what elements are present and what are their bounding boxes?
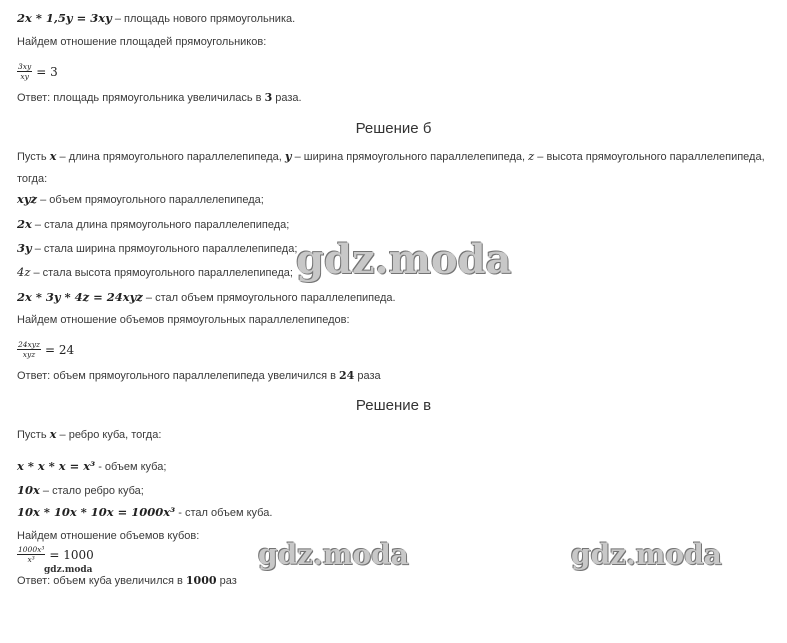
fraction-volume bbox=[17, 340, 74, 359]
answer-number: 1000 bbox=[185, 574, 217, 587]
answer-number: 3 bbox=[264, 91, 273, 104]
line-text: – стала высота прямоугольного параллелепипеда; bbox=[30, 267, 293, 279]
line-text: тогда: bbox=[17, 173, 48, 185]
fraction bbox=[17, 340, 41, 359]
new-edge-line bbox=[17, 483, 144, 498]
length-line bbox=[17, 217, 289, 232]
height-line bbox=[17, 265, 293, 280]
math-expression: 10x bbox=[17, 483, 40, 497]
math-expression: 10x * 10x * 10x = 1000x³ bbox=[17, 505, 176, 519]
fraction-denominator: xyz bbox=[22, 350, 36, 359]
fraction-cube bbox=[17, 545, 94, 564]
watermark-bottom-left: gdz.moda bbox=[258, 538, 409, 571]
math-expression: 2x * 1,5y = 3xy bbox=[17, 11, 112, 25]
section-heading-b: Решение б bbox=[355, 120, 432, 137]
line-text: Пусть bbox=[17, 151, 50, 163]
fraction-result: = 1000 bbox=[49, 547, 94, 562]
line-text: Пусть bbox=[17, 429, 50, 441]
line-text: – стала ширина прямоугольного параллелепипеда; bbox=[31, 243, 298, 255]
watermark-small: gdz.moda bbox=[44, 565, 93, 575]
ratio-intro-line bbox=[17, 35, 266, 49]
fraction bbox=[17, 62, 32, 81]
fraction-numerator: 3xy bbox=[18, 62, 32, 71]
watermark-large: gdz.moda bbox=[296, 236, 512, 283]
line-text: – стал объем прямоугольного параллелепипеда. bbox=[142, 292, 396, 304]
watermark-bottom-right: gdz.moda bbox=[571, 538, 722, 571]
math-expression: x * x * x = x³ bbox=[17, 459, 96, 473]
new-cube-volume-line bbox=[17, 505, 272, 520]
answer-text: Ответ: объем куба увеличился в bbox=[17, 575, 186, 587]
line-text: – стало ребро куба; bbox=[39, 485, 144, 497]
line-text: - объем куба; bbox=[95, 461, 167, 473]
math-variable: z bbox=[528, 149, 535, 163]
line-text: – стала длина прямоугольного параллелепипеда; bbox=[31, 219, 290, 231]
line-text: - стал объем куба. bbox=[175, 507, 273, 519]
fraction-result: = 3 bbox=[36, 64, 58, 79]
math-expression: 3y bbox=[17, 241, 32, 255]
fraction-result: = 24 bbox=[44, 342, 75, 357]
line-text: – ребро куба, тогда: bbox=[56, 429, 162, 441]
fraction-area bbox=[17, 62, 58, 81]
width-line bbox=[17, 241, 297, 256]
new-volume-line bbox=[17, 290, 396, 305]
math-variable: x bbox=[49, 427, 57, 441]
fraction-denominator: x³ bbox=[27, 555, 35, 564]
section-heading-c: Решение в bbox=[355, 397, 432, 414]
answer-a bbox=[17, 91, 302, 105]
math-expression: 2x * 3y * 4z = 24xyz bbox=[17, 290, 143, 304]
line-text: – длина прямоугольного параллелепипеда, bbox=[56, 151, 285, 163]
line-text: Найдем отношение объемов кубов: bbox=[17, 530, 200, 542]
math-variable: y bbox=[284, 149, 292, 163]
line-text: – объем прямоугольного параллелепипеда; bbox=[37, 194, 264, 206]
answer-text-end: раз bbox=[216, 575, 237, 587]
math-expression: 2x bbox=[17, 217, 32, 231]
line-text: – площадь нового прямоугольника. bbox=[111, 13, 296, 25]
answer-text-end: раза bbox=[354, 370, 381, 382]
answer-b bbox=[17, 369, 381, 383]
area-new-line bbox=[17, 11, 295, 26]
answer-number: 24 bbox=[338, 369, 355, 382]
line-text: – высота прямоугольного параллелепипеда, bbox=[534, 151, 765, 163]
line-text: – ширина прямоугольного параллелепипеда, bbox=[291, 151, 529, 163]
answer-text-end: раза. bbox=[272, 92, 302, 104]
intro-b-cont bbox=[17, 172, 47, 186]
fraction-numerator: 24xyz bbox=[18, 340, 40, 349]
math-variable: x bbox=[49, 149, 57, 163]
fraction-denominator: xy bbox=[20, 72, 29, 81]
ratio-intro-c bbox=[17, 529, 199, 543]
math-expression: xyz bbox=[17, 192, 38, 206]
fraction-numerator: 1000x³ bbox=[18, 545, 45, 554]
answer-c bbox=[17, 574, 237, 588]
fraction bbox=[17, 545, 45, 564]
line-text: Найдем отношение площадей прямоугольников: bbox=[17, 36, 267, 48]
line-text: Найдем отношение объемов прямоугольных параллелепипедов: bbox=[17, 314, 350, 326]
answer-text: Ответ: объем прямоугольного параллелепипеда увеличился в bbox=[17, 370, 339, 382]
math-expression: 4z bbox=[17, 265, 31, 279]
ratio-intro-b bbox=[17, 313, 350, 327]
answer-text: Ответ: площадь прямоугольника увеличилась в bbox=[17, 92, 265, 104]
intro-b-line bbox=[17, 149, 765, 164]
intro-c-line bbox=[17, 427, 161, 442]
volume-line bbox=[17, 192, 264, 207]
cube-volume-line bbox=[17, 459, 166, 474]
